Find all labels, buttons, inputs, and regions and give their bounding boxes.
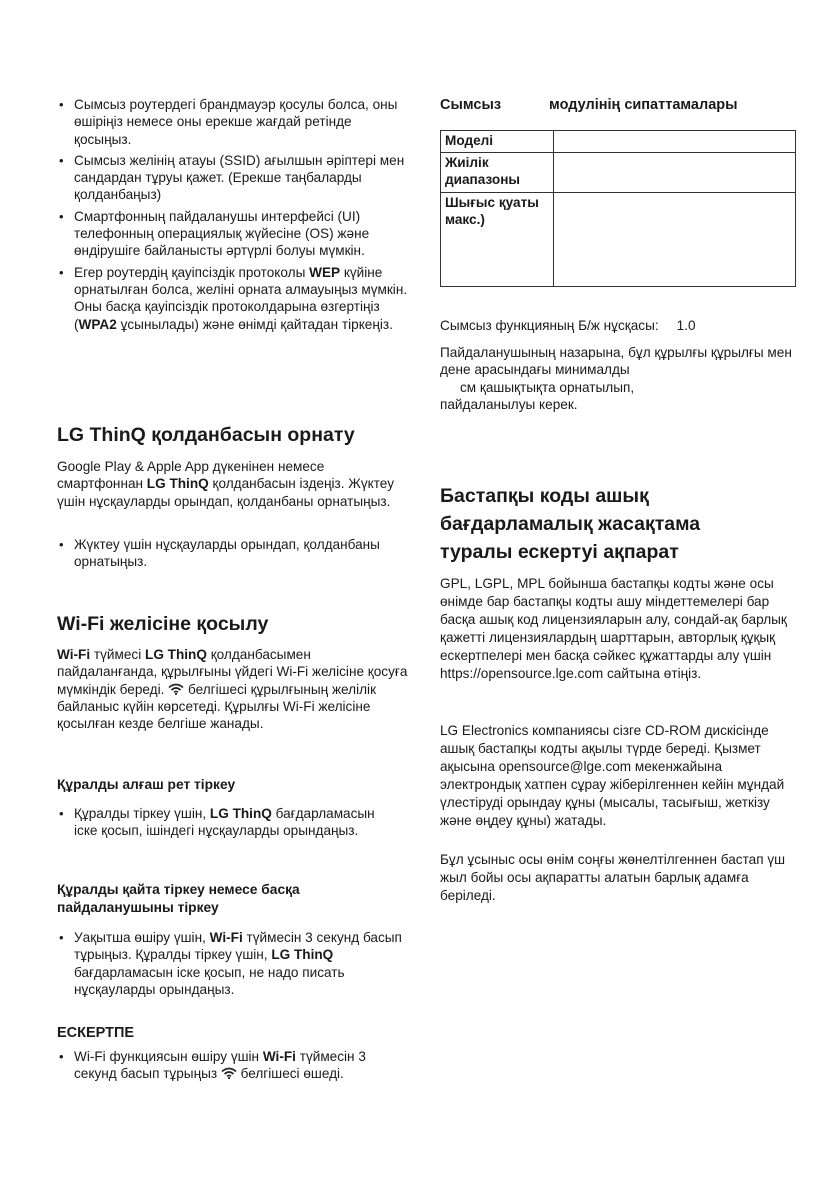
list-item: • Уақытша өшіру үшін, Wi-Fi түймесін 3 секунд басып тұрыңыз. Құралды тіркеу үшін, LG ThinQ бағдарламасын іске қосып, не надо писать нұсқауларды орындаңыз.: [57, 929, 402, 998]
spec-label-model: Моделі: [441, 131, 554, 153]
list-item: • Жүктеу үшін нұсқауларды орындап, қолданбаны орнатыңыз.: [57, 536, 397, 571]
table-row: [441, 193, 796, 287]
wifi-icon: [221, 1067, 237, 1079]
table-row: [441, 131, 796, 153]
wireless-spec-heading: Сымсыз модулінің сипаттамалары: [440, 97, 738, 113]
router-notes-list: [57, 96, 409, 333]
open-source-paragraph-2: LG Electronics компаниясы сізге CD-ROM дискісінде ашық бастапқы кодты ақылы түрде береді. Қызмет ақысына opensource@lge.com мекенжайына электрондық хатпен сұрау жіберілгеннен кейін мұндай үлестіруді орындау құны (мысалы, тасығыш, жеткізу және өңдеу құны) жатады.: [440, 723, 785, 828]
spec-value-model: [554, 131, 796, 153]
install-paragraph: Google Play & Apple App дүкенінен немесе смартфоннан LG ThinQ қолданбасын іздеңіз. Жүктеу үшін нұсқауларды орындап, қолданбаны орнатыңыз.: [57, 459, 395, 509]
note-heading: ЕСКЕРТПЕ: [57, 1025, 135, 1041]
wifi-paragraph: Wi-Fi түймесі LG ThinQ қолданбасымен пайдаланғанда, құрылғыны үйдегі Wi-Fi желісіне қосуға мүмкіндік береді. белгішесі құрылғының желілік байланыс күйін көрсетеді. Құрылғы Wi-Fi желісіне қосылған кезде белгіше жанады.: [57, 647, 408, 732]
open-source-paragraph-1: GPL, LGPL, MPL бойынша бастапқы кодты және осы өнімде бар бастапқы кодты ашу міндеттемелері бар басқа ашық код лицензияларын алу, сондай-ақ барлық қажетті лицензиялардың шарттарын, авторлық құқық ескертпелері мен басқа сәйкес құжаттарды алу үшін https://opensource.lge.com сайтына өтіңіз.: [440, 576, 787, 681]
software-version: Сымсыз функцияның Б/ж нұсқасы: 1.0: [440, 318, 696, 333]
table-row: [441, 153, 796, 193]
wifi-icon: [168, 683, 184, 695]
spec-table: [440, 130, 796, 287]
spec-value-output-power: [554, 193, 796, 287]
list-item: • Wi-Fi функциясын өшіру үшін Wi-Fi түймесін 3 секунд басып тұрыңыз белгішесі өшеді.: [57, 1048, 409, 1083]
first-registration-list: [57, 805, 397, 840]
list-item: • Егер роутердің қауіпсіздік протоколы WEP күйіне орнатылған болса, желіні орната алмауыңыз мүмкін. Оны басқа қауіпсіздік протоколдарына өзгертіңіз (WPA2 ұсынылады) және өнімді қайтадан тіркеңіз.: [57, 264, 409, 333]
wifi-heading: Wi-Fi желісіне қосылу: [57, 613, 269, 635]
spec-label-output-power: Шығыс қуаты макс.): [441, 193, 554, 287]
list-item: • Сымсыз роутердегі брандмауэр қосулы болса, оны өшіріңіз немесе оны ерекше жағдай ретінде қосыңыз.: [57, 96, 409, 148]
open-source-paragraph-3: Бұл ұсыныс осы өнім соңғы жөнелтілгеннен бастап үш жыл бойы осы ақпаратты алатын барлық адамға беріледі.: [440, 852, 786, 903]
first-registration-heading: Құралды алғаш рет тіркеу: [57, 777, 236, 792]
install-heading: LG ThinQ қолданбасын орнату: [57, 424, 355, 446]
distance-notice: Пайдаланушының назарына, бұл құрылғы құрылғы мен дене арасындағы минималды см қашықтықта орнатылып, пайдаланылуы керек.: [440, 345, 792, 412]
re-registration-list: [57, 929, 402, 998]
list-item: • Құралды тіркеу үшін, LG ThinQ бағдарламасын іске қосып, ішіндегі нұсқауларды орындаңыз.: [57, 805, 397, 840]
list-item: • Сымсыз желінің атауы (SSID) ағылшын әріптері мен сандардан тұруы қажет. (Ерекше таңбаларды қолданбаңыз): [57, 152, 409, 204]
install-list: [57, 536, 397, 571]
open-source-heading: Бастапқы коды ашық бағдарламалық жасақтама туралы ескертуі ақпарат: [440, 485, 701, 563]
spec-label-frequency: Жиілік диапазоны: [441, 153, 554, 193]
spec-value-frequency: [554, 153, 796, 193]
note-list: [57, 1048, 409, 1083]
re-registration-heading: Құралды қайта тіркеу немесе басқа пайдаланушыны тіркеу: [57, 882, 300, 915]
list-item: • Смартфонның пайдаланушы интерфейсі (UI) телефонның операциялық жүйесіне (OS) және өндірушіге байланысты әртүрлі болуы мүмкін.: [57, 208, 409, 260]
